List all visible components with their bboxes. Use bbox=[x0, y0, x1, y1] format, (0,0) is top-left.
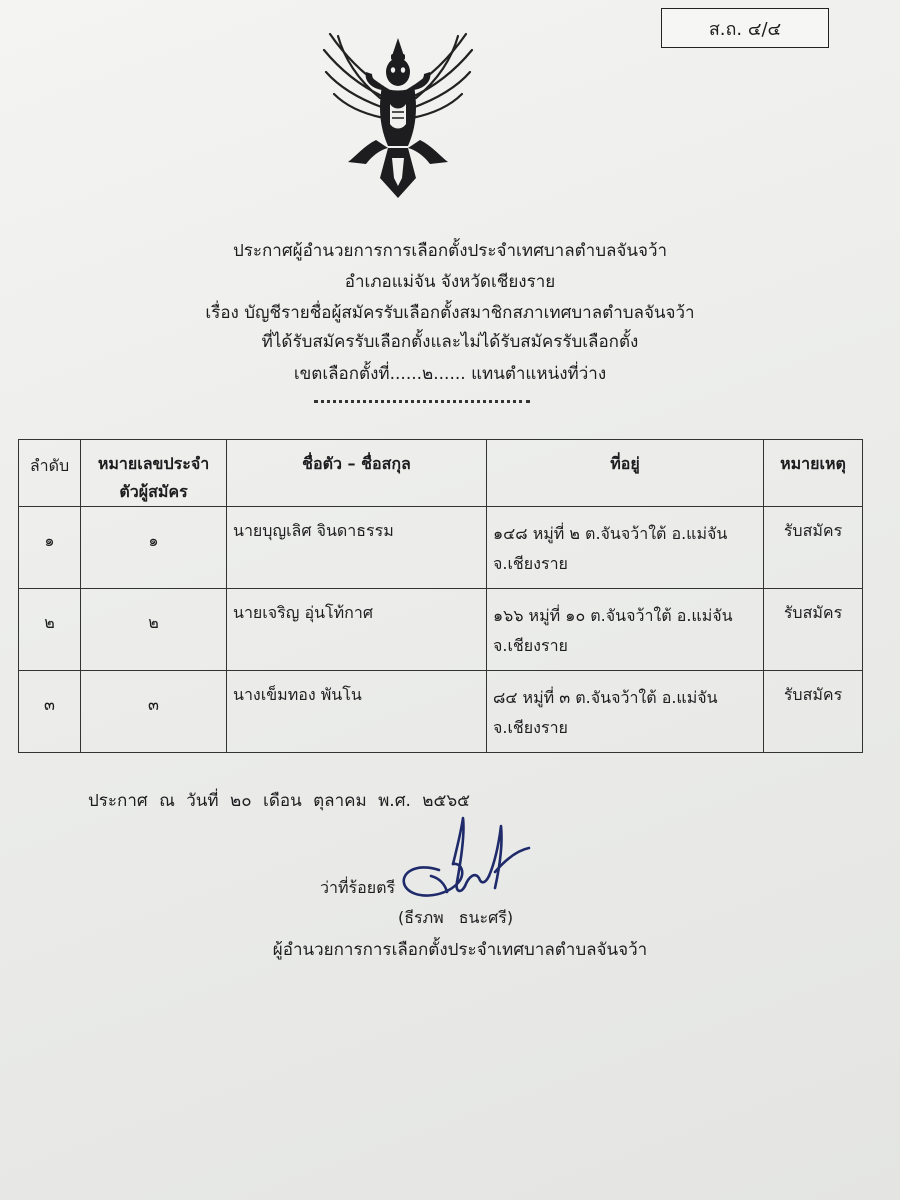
signature-mark bbox=[395, 812, 535, 908]
address-line-1: ๑๖๖ หมู่ที่ ๑๐ ต.จันจว้าใต้ อ.แม่จัน bbox=[493, 606, 733, 625]
header-address: ที่อยู่ bbox=[487, 440, 764, 507]
table-row bbox=[19, 507, 863, 589]
form-code-box bbox=[661, 8, 829, 48]
constituency-line: เขตเลือกตั้งที่......๒...... แทนตำแหน่งที่ว่าง bbox=[293, 364, 607, 384]
row-order: ๓ bbox=[19, 671, 81, 753]
header-note: หมายเหตุ bbox=[764, 440, 863, 507]
signer-position: ผู้อำนวยการการเลือกตั้งประจำเทศบาลตำบลจันจว้า bbox=[272, 940, 648, 960]
address-line-1: ๘๔ หมู่ที่ ๓ ต.จันจว้าใต้ อ.แม่จัน bbox=[493, 688, 718, 707]
address-line-2: จ.เชียงราย bbox=[493, 636, 568, 655]
row-order: ๒ bbox=[19, 589, 81, 671]
row-candidate-id: ๓ bbox=[81, 671, 227, 753]
row-candidate-id: ๑ bbox=[81, 507, 227, 589]
table-row bbox=[19, 589, 863, 671]
signer-name: (ธีรภพ ธนะศรี) bbox=[398, 908, 514, 927]
row-address bbox=[487, 507, 764, 589]
address-line-2: จ.เชียงราย bbox=[493, 718, 568, 737]
district-province: อำเภอแม่จัน จังหวัดเชียงราย bbox=[344, 272, 556, 292]
row-address bbox=[487, 671, 764, 753]
row-name: นายบุญเลิศ จินดาธรรม bbox=[227, 507, 487, 589]
row-name: นางเข็มทอง พันโน bbox=[227, 671, 487, 753]
row-note: รับสมัคร bbox=[764, 589, 863, 671]
row-candidate-id: ๒ bbox=[81, 589, 227, 671]
garuda-emblem-icon bbox=[318, 28, 478, 200]
address-line-1: ๑๔๘ หมู่ที่ ๒ ต.จันจว้าใต้ อ.แม่จัน bbox=[493, 524, 728, 543]
header-candidate-id: หมายเลขประจำตัวผู้สมัคร bbox=[81, 440, 227, 507]
header-name: ชื่อตัว – ชื่อสกุล bbox=[227, 440, 487, 507]
row-name: นายเจริญ อุ่นโท้กาศ bbox=[227, 589, 487, 671]
table-header-row bbox=[19, 440, 863, 507]
row-address bbox=[487, 589, 764, 671]
address-line-2: จ.เชียงราย bbox=[493, 554, 568, 573]
subject-line: เรื่อง บัญชีรายชื่อผู้สมัครรับเลือกตั้งสมาชิกสภาเทศบาลตำบลจันจว้า bbox=[205, 303, 695, 323]
header-order: ลำดับ bbox=[19, 440, 81, 507]
form-code: ส.ถ. ๔/๔ bbox=[708, 18, 782, 40]
announcement-date: ประกาศ ณ วันที่ ๒๐ เดือน ตุลาคม พ.ศ. ๒๕๖๕ bbox=[88, 791, 471, 811]
candidate-table bbox=[18, 439, 863, 753]
dotted-divider bbox=[314, 388, 530, 403]
row-order: ๑ bbox=[19, 507, 81, 589]
signer-rank: ว่าที่ร้อยตรี bbox=[320, 878, 396, 897]
row-note: รับสมัคร bbox=[764, 671, 863, 753]
announcement-title: ประกาศผู้อำนวยการการเลือกตั้งประจำเทศบาลตำบลจันจว้า bbox=[232, 241, 668, 261]
subject-line-2: ที่ได้รับสมัครรับเลือกตั้งและไม่ได้รับสมัครรับเลือกตั้ง bbox=[261, 332, 639, 352]
table-row bbox=[19, 671, 863, 753]
row-note: รับสมัคร bbox=[764, 507, 863, 589]
